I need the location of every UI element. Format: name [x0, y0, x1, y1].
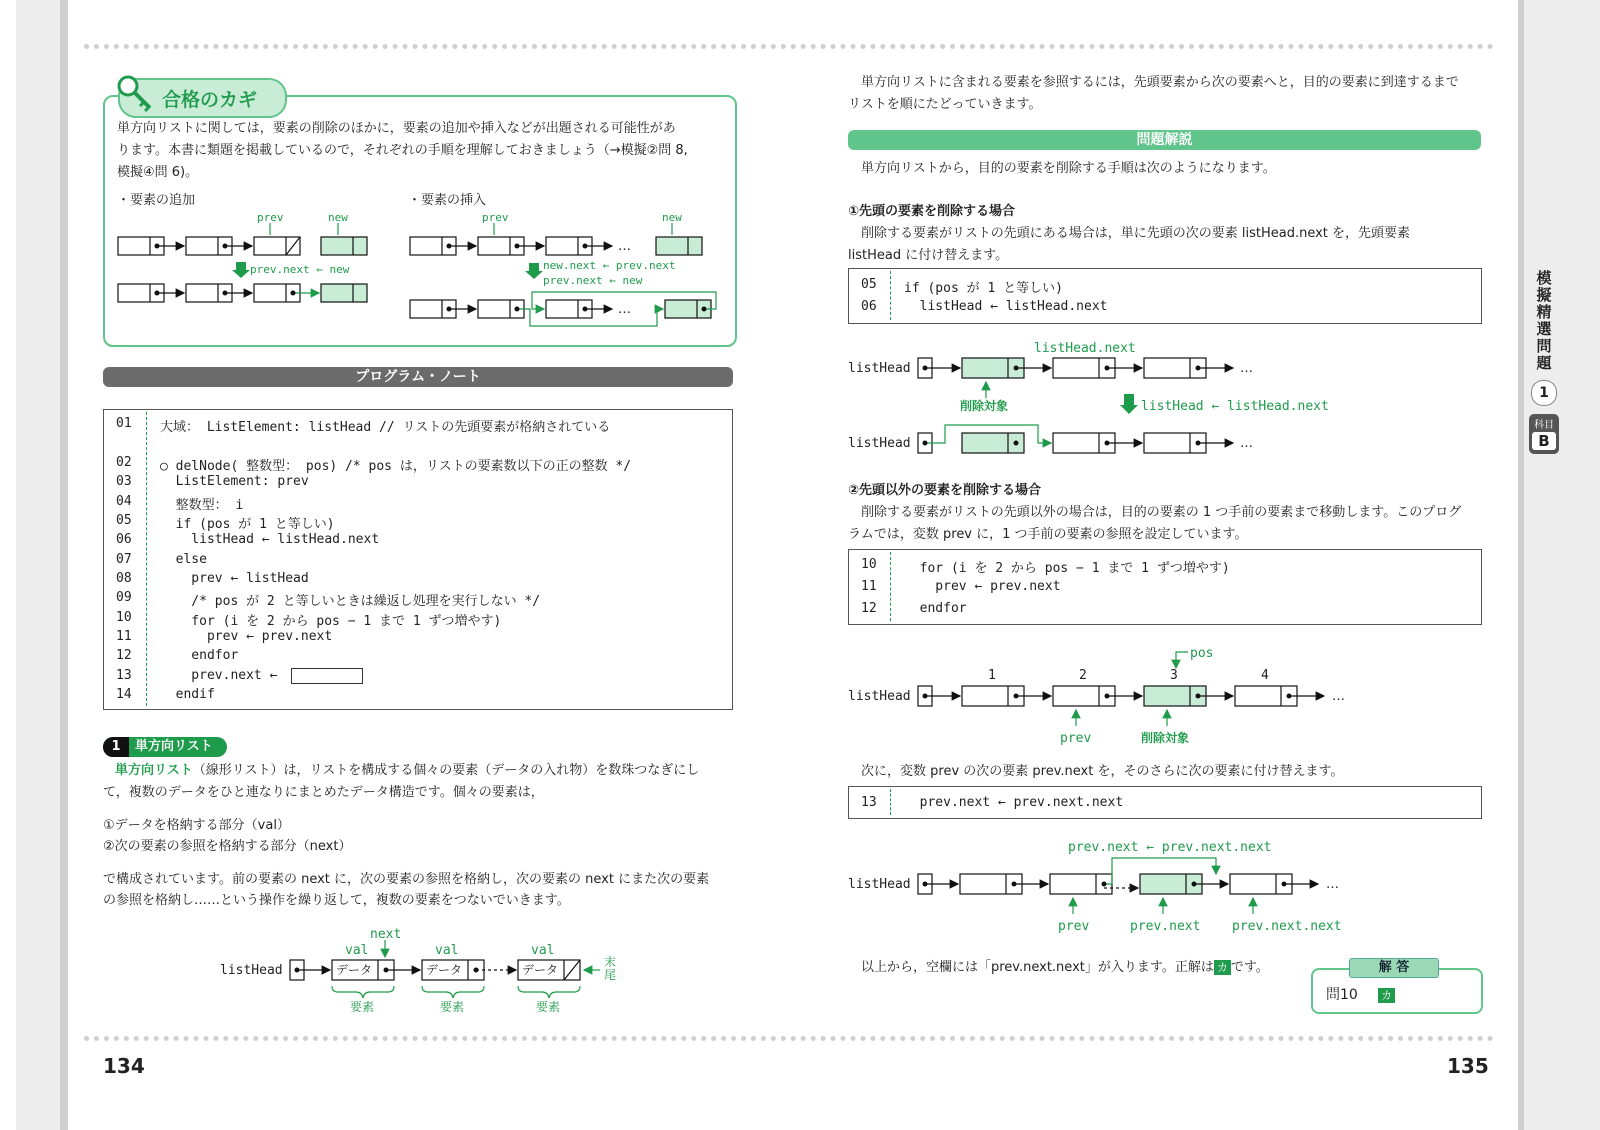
case2-heading: ②先頭以外の要素を削除する場合: [848, 483, 1042, 498]
program-line: prev ← prev.next: [160, 629, 333, 644]
case2-index-1: 1: [988, 668, 996, 683]
case1-code-divider: [890, 271, 891, 320]
ins-ellipsis-1: …: [618, 239, 631, 254]
diagram-element-3: 要素: [536, 1000, 561, 1014]
case1-text-2: listHead に付け替えます。: [848, 248, 1009, 263]
section-para-4: の参照を格納し……という操作を繰り返して，複数の要素をつないでいきます。: [103, 893, 570, 908]
ins-ellipsis-2: …: [618, 302, 631, 317]
section-badge: [103, 737, 227, 757]
case2-text-3: 次に，変数 prev の次の要素 prev.next を，そのさらに次の要素に付け替えます。: [861, 764, 1344, 779]
program-line: 大域： ListElement: listHead // リストの先頭要素が格納されている: [160, 420, 611, 435]
code-line-number: 12: [861, 601, 877, 616]
case2-listhead: listHead: [848, 689, 911, 704]
case1-listhead-2: listHead: [848, 436, 911, 451]
conclusion-text: 以上から，空欄には「prev.next.next」が入ります。正解は: [861, 960, 1214, 975]
case1-text-1: 削除する要素がリストの先頭にある場合は，単に先頭の次の要素 listHead.next を，先頭要素: [861, 226, 1411, 241]
case2-text-2: ラムでは，変数 prev に，1 つ手前の要素の参照を設定しています。: [848, 527, 1248, 542]
answer-value: カ: [1378, 988, 1395, 1003]
program-line: for (i を 2 から pos − 1 まで 1 ずつ増やす): [160, 614, 502, 629]
page-number-left: 134: [103, 1054, 145, 1078]
conclusion-end: です。: [1230, 960, 1269, 975]
program-line: prev.next ←: [160, 668, 278, 683]
program-line: if (pos が 1 と等しい): [160, 517, 335, 532]
program-line-number: 08: [116, 571, 132, 586]
case1-target-label: 削除対象: [960, 399, 1009, 413]
program-line-number: 05: [116, 513, 132, 528]
diagram-val-label-2: val: [435, 943, 459, 958]
ins-new-label: new: [662, 211, 682, 224]
code-line-number: 10: [861, 557, 877, 572]
section-para-2: て，複数のデータをひと連なりにまとめたデータ構造です。個々の要素は，: [103, 785, 544, 800]
program-line-number: 11: [116, 629, 132, 644]
code-line: prev ← prev.next: [904, 579, 1061, 594]
program-line-number: 02: [116, 455, 132, 470]
program-code-divider: [146, 412, 147, 706]
diagram-data-2: データ: [426, 963, 463, 977]
key-box-title-text: 合格のカギ: [162, 89, 258, 111]
relink-prevnextnext-label: prev.next.next: [1232, 919, 1342, 934]
program-line: /* pos が 2 と等しいときは繰返し処理を実行しない */: [160, 594, 541, 609]
side-tab-subject-label: 科目: [1534, 420, 1554, 431]
program-line: else: [160, 552, 207, 567]
section-title: 単方向リスト: [135, 739, 213, 754]
program-line: ListElement: prev: [160, 474, 309, 489]
add-prev-label: prev: [257, 211, 284, 224]
intro-line-2: リストを順にたどっていきます。: [848, 97, 1042, 112]
ins-prev-label: prev: [482, 211, 509, 224]
ins-step1-label: new.next ← prev.next: [543, 259, 676, 272]
key-para-1: 単方向リストに関しては，要素の削除のほかに，要素の追加や挿入などが出題される可能性があ: [117, 121, 676, 136]
case1-listhead-1: listHead: [848, 361, 911, 376]
conclusion-answer: カ: [1214, 960, 1231, 975]
case2-code-divider: [890, 552, 891, 621]
section-para-1: （線形リスト）は，リストを構成する個々の要素（データの入れ物）を数珠つなぎにし: [192, 763, 700, 778]
side-tab-title: 模擬精選問題: [1536, 269, 1552, 372]
program-line: ○ delNode( 整数型： pos) /* pos は，リストの要素数以下の正の整数 */: [160, 459, 632, 474]
case2-index-2: 2: [1079, 668, 1087, 683]
case2-target-label: 削除対象: [1141, 731, 1190, 745]
code-line: endfor: [904, 601, 967, 616]
page-number-right: 135: [1447, 1054, 1489, 1078]
case2-index-3: 3: [1170, 668, 1178, 683]
program-line: endif: [160, 687, 215, 702]
diagram-val-label-1: val: [345, 943, 369, 958]
program-line-number: 13: [116, 668, 132, 683]
code-line-number: 05: [861, 277, 877, 292]
side-tab-number: 1: [1531, 380, 1557, 406]
code13-line: prev.next ← prev.next.next: [904, 795, 1124, 810]
diagram-data-1: データ: [336, 963, 373, 977]
code-line: listHead ← listHead.next: [904, 299, 1108, 314]
case2-ellipsis: …: [1332, 689, 1345, 704]
code13-line-number: 13: [861, 795, 877, 810]
diagram-element-2: 要素: [440, 1000, 465, 1014]
add-label: ・要素の追加: [117, 193, 196, 208]
code13-divider: [890, 789, 891, 815]
code-line-number: 06: [861, 299, 877, 314]
explain-banner: 問題解説: [848, 130, 1481, 150]
intro-line-1: 単方向リストに含まれる要素を参照するには，先頭要素から次の要素へと，目的の要素に到達するまで: [861, 75, 1459, 90]
section-keyword: 単方向リスト: [115, 763, 193, 778]
code-line-number: 11: [861, 579, 877, 594]
case1-next-label: listHead.next: [1034, 341, 1136, 356]
case1-heading: ①先頭の要素を削除する場合: [848, 204, 1016, 219]
diagram-tail-label: 末尾: [604, 955, 617, 982]
program-line-number: 09: [116, 590, 132, 605]
program-line-number: 12: [116, 648, 132, 663]
key-para-3: 模擬④問 6)。: [117, 165, 199, 180]
case2-diagram: [918, 652, 1324, 726]
case2-prev-label: prev: [1060, 731, 1092, 746]
case2-text-1: 削除する要素がリストの先頭以外の場合は，目的の要素の 1 つ手前の要素まで移動します。このプログ: [861, 505, 1462, 520]
add-step-label: prev.next ← new: [250, 263, 350, 276]
relink-prev-label: prev: [1058, 919, 1090, 934]
program-line-number: 10: [116, 610, 132, 625]
program-line: endfor: [160, 648, 239, 663]
case1-ellipsis-1: …: [1240, 361, 1253, 376]
program-blank-field: [291, 668, 363, 684]
answer-question: 問10: [1326, 987, 1358, 1003]
program-line: listHead ← listHead.next: [160, 532, 380, 547]
diagram-listhead-label: listHead: [220, 963, 283, 978]
relink-ellipsis: …: [1326, 877, 1339, 892]
program-line: 整数型： i: [160, 498, 244, 513]
explain-intro: 単方向リストから，目的の要素を削除する手順は次のようになります。: [861, 161, 1276, 176]
case2-index-4: 4: [1261, 668, 1269, 683]
code-line: for (i を 2 から pos − 1 まで 1 ずつ増やす): [904, 561, 1230, 576]
case1-step-label: listHead ← listHead.next: [1141, 399, 1329, 414]
section-item-1: ①データを格納する部分（val）: [103, 818, 290, 833]
diagram-data-3: データ: [522, 963, 559, 977]
relink-top-label: prev.next ← prev.next.next: [1068, 840, 1272, 855]
section-number: 1: [103, 737, 129, 757]
program-line-number: 04: [116, 494, 132, 509]
diagram-val-label-3: val: [531, 943, 555, 958]
program-line-number: 01: [116, 416, 132, 431]
case2-pos-label: pos: [1190, 646, 1214, 661]
program-line-number: 06: [116, 532, 132, 547]
program-line-number: 03: [116, 474, 132, 489]
side-tab: [1524, 270, 1564, 454]
relink-diagram: [918, 858, 1318, 914]
add-new-label: new: [328, 211, 348, 224]
diagram-element-1: 要素: [350, 1000, 375, 1014]
relink-prevnext-label: prev.next: [1130, 919, 1201, 934]
section-para-3: で構成されています。前の要素の next に，次の要素の参照を格納し，次の要素の next にまた次の要素: [103, 872, 710, 887]
program-line: prev ← listHead: [160, 571, 309, 586]
section-item-2: ②次の要素の参照を格納する部分（next）: [103, 839, 352, 854]
relink-listhead: listHead: [848, 877, 911, 892]
side-tab-subject: B: [1532, 432, 1556, 450]
case1-ellipsis-2: …: [1240, 436, 1253, 451]
key-para-2: ります。本書に類題を掲載しているので，それぞれの手順を理解しておきましょう（→模擬②問 8,: [117, 143, 688, 158]
diagram-next-label: next: [370, 927, 402, 942]
insert-label: ・要素の挿入: [408, 193, 487, 208]
code-line: if (pos が 1 と等しい): [904, 281, 1063, 296]
program-line-number: 07: [116, 552, 132, 567]
program-note-banner: プログラム・ノート: [103, 367, 733, 387]
ins-step2-label: prev.next ← new: [543, 274, 643, 287]
program-line-number: 14: [116, 687, 132, 702]
answer-box-head: 解 答: [1349, 958, 1439, 978]
